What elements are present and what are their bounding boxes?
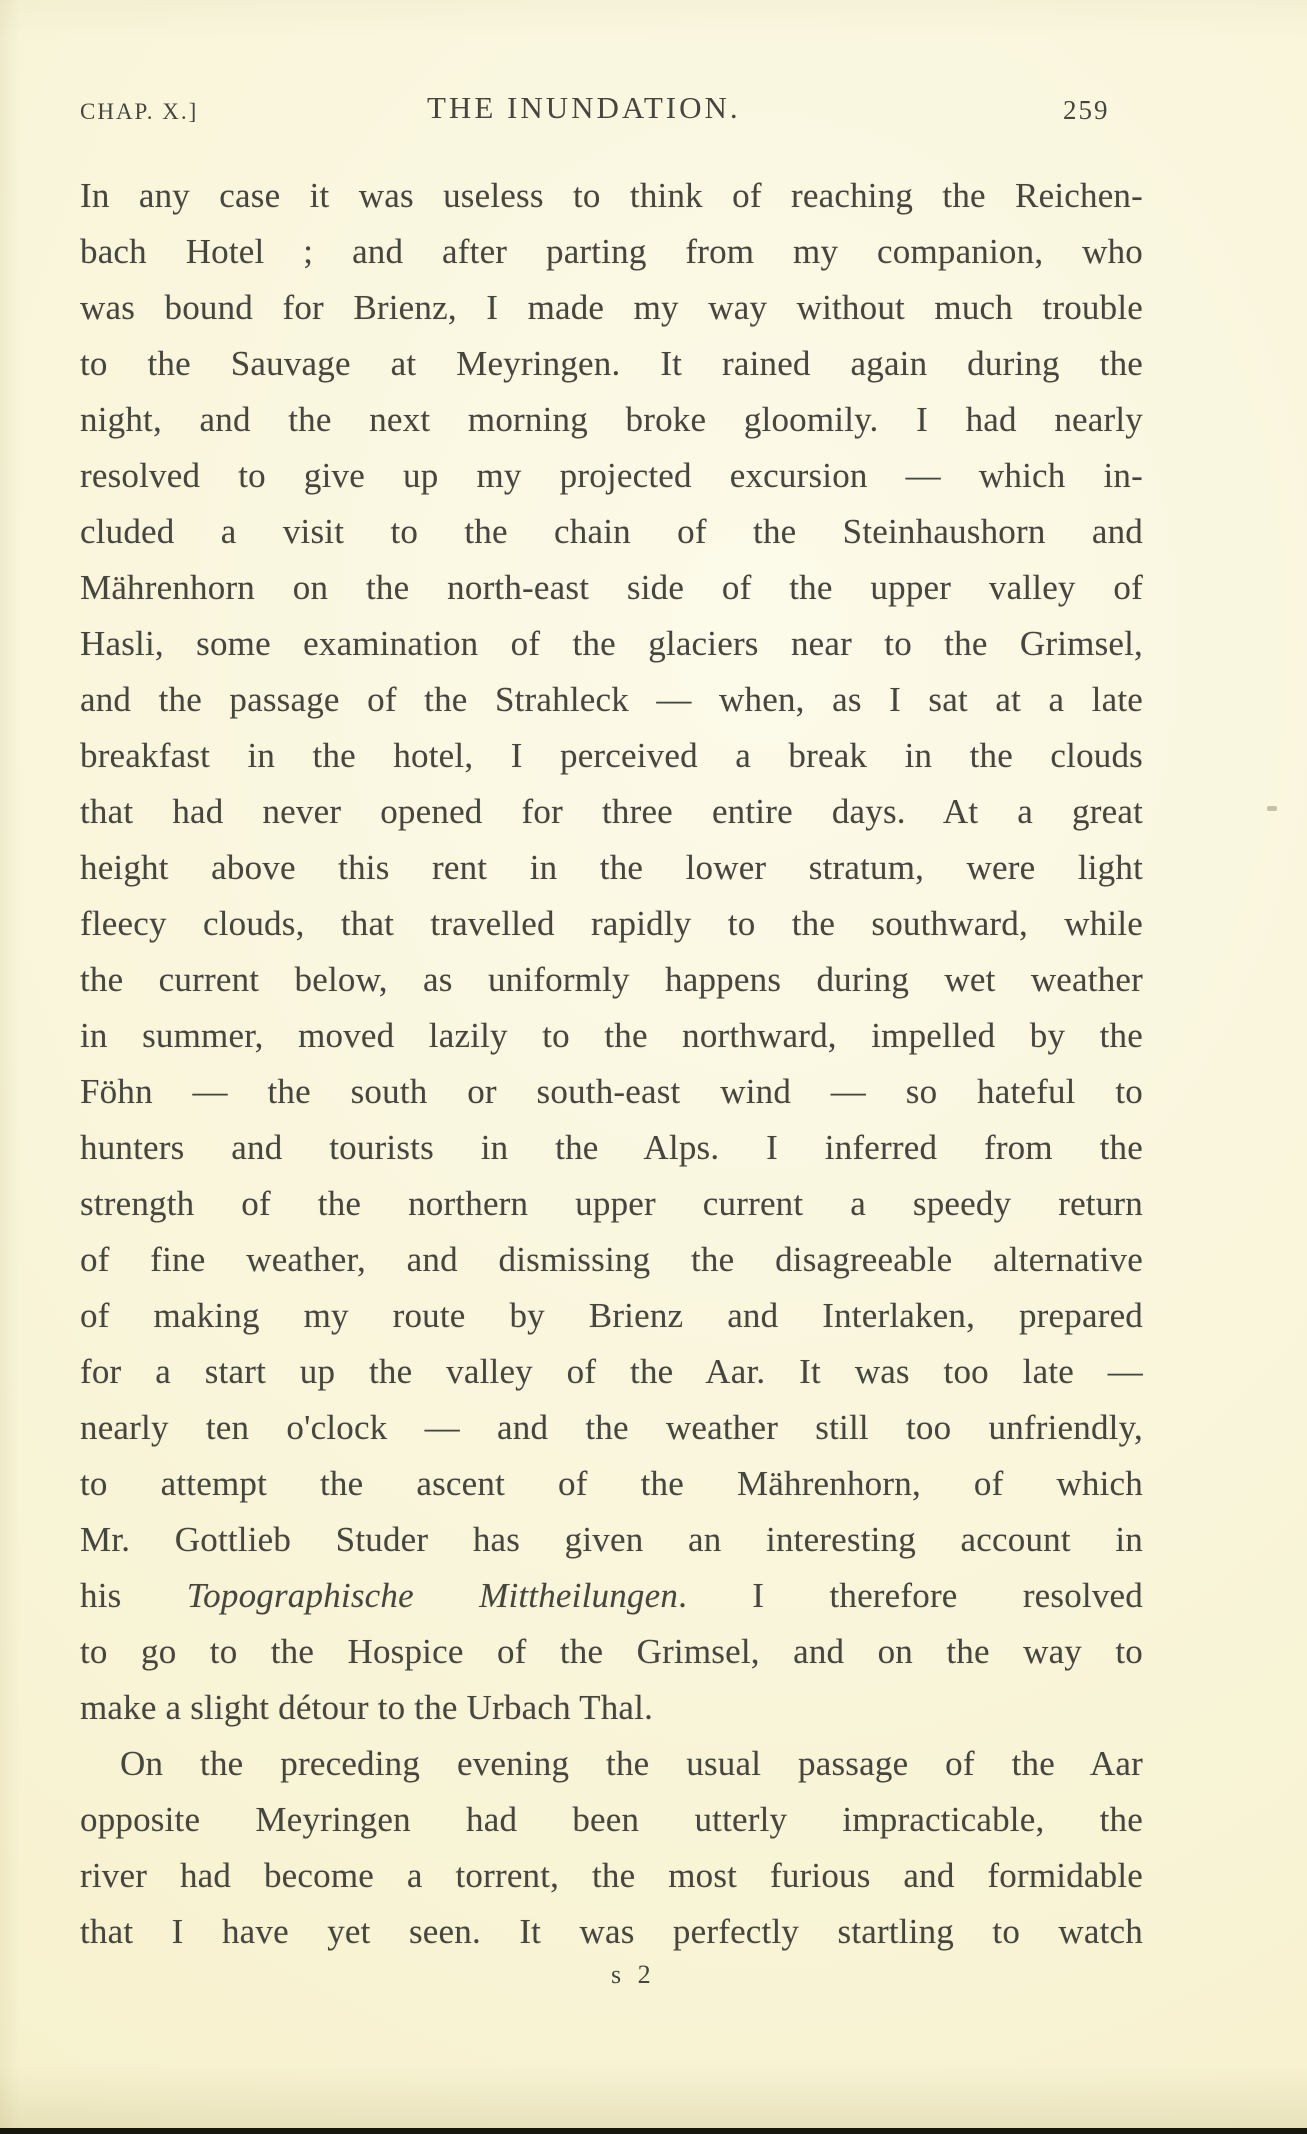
text-line <box>80 896 1143 952</box>
text-line <box>80 224 1143 280</box>
running-title: THE INUNDATION. <box>427 90 741 125</box>
text-segment: of making my route by Brienz and Interlaken, prepared <box>80 1296 1143 1335</box>
text-segment: to the Sauvage at Meyringen. It rained again during the <box>80 344 1143 383</box>
text-line <box>80 616 1143 672</box>
text-line <box>80 168 1143 224</box>
text-line <box>80 560 1143 616</box>
text-segment: bach Hotel ; and after parting from my companion, who <box>80 232 1143 271</box>
text-segment: his <box>80 1576 187 1615</box>
body-text <box>80 168 1143 1960</box>
text-segment: In any case it was useless to think of reaching the Reichen- <box>80 176 1143 215</box>
bottom-page-edge <box>0 2128 1307 2134</box>
text-segment: Föhn — the south or south-east wind — so hateful to <box>80 1072 1143 1111</box>
text-line <box>80 280 1143 336</box>
ink-speck <box>1267 806 1277 811</box>
chapter-label: CHAP. X.] <box>80 99 199 124</box>
text-line <box>80 1176 1143 1232</box>
text-segment: that had never opened for three entire days. At a great <box>80 792 1143 831</box>
text-segment: strength of the northern upper current a speedy return <box>80 1184 1143 1223</box>
text-line <box>80 1848 1143 1904</box>
text-segment: On the preceding evening the usual passage of the Aar <box>120 1744 1143 1783</box>
page-header <box>0 0 1307 160</box>
text-segment: . I therefore resolved <box>678 1576 1143 1615</box>
text-segment: hunters and tourists in the Alps. I inferred from the <box>80 1128 1143 1167</box>
text-line <box>80 840 1143 896</box>
text-line <box>80 1904 1143 1960</box>
text-line <box>80 1512 1143 1568</box>
text-line <box>80 1680 1143 1736</box>
signature-mark: s 2 <box>611 1960 656 1989</box>
text-line <box>80 672 1143 728</box>
text-line <box>80 1344 1143 1400</box>
text-segment: that I have yet seen. It was perfectly startling to watch <box>80 1912 1143 1951</box>
text-line <box>80 1456 1143 1512</box>
text-segment: fleecy clouds, that travelled rapidly to the southward, while <box>80 904 1143 943</box>
text-segment: cluded a visit to the chain of the Steinhaushorn and <box>80 512 1143 551</box>
text-line <box>80 1400 1143 1456</box>
text-segment: and the passage of the Strahleck — when, as I sat at a late <box>80 680 1143 719</box>
text-line <box>80 1232 1143 1288</box>
text-segment: breakfast in the hotel, I perceived a break in the clouds <box>80 736 1143 775</box>
text-segment: river had become a torrent, the most furious and formidable <box>80 1856 1143 1895</box>
page-number: 259 <box>1063 95 1110 125</box>
text-segment: was bound for Brienz, I made my way without much trouble <box>80 288 1143 327</box>
text-line <box>80 1120 1143 1176</box>
text-segment: resolved to give up my projected excursion — which in- <box>80 456 1143 495</box>
text-segment: night, and the next morning broke gloomily. I had nearly <box>80 400 1143 439</box>
text-line <box>80 504 1143 560</box>
text-segment: make a slight détour to the Urbach Thal. <box>80 1688 654 1727</box>
text-segment: of fine weather, and dismissing the disagreeable alternative <box>80 1240 1143 1279</box>
text-segment: to attempt the ascent of the Mährenhorn, of which <box>80 1464 1143 1503</box>
text-line <box>80 1568 1143 1624</box>
text-line <box>80 1064 1143 1120</box>
text-segment: in summer, moved lazily to the northward, impelled by the <box>80 1016 1143 1055</box>
text-line <box>80 1288 1143 1344</box>
text-segment: opposite Meyringen had been utterly impracticable, the <box>80 1800 1143 1839</box>
text-line <box>80 392 1143 448</box>
italic-book-title: Topographische Mittheilungen <box>186 1576 679 1615</box>
text-line <box>80 336 1143 392</box>
text-line <box>80 728 1143 784</box>
text-line <box>80 952 1143 1008</box>
text-segment: nearly ten o'clock — and the weather still too unfriendly, <box>80 1408 1143 1447</box>
text-line <box>80 448 1143 504</box>
text-segment: Mährenhorn on the north-east side of the upper valley of <box>80 568 1143 607</box>
text-segment: Mr. Gottlieb Studer has given an interesting account in <box>80 1520 1143 1559</box>
text-segment: the current below, as uniformly happens during wet weather <box>80 960 1143 999</box>
text-segment: height above this rent in the lower stratum, were light <box>80 848 1143 887</box>
text-line <box>80 1736 1143 1792</box>
text-line <box>80 1008 1143 1064</box>
text-segment: Hasli, some examination of the glaciers near to the Grimsel, <box>80 624 1143 663</box>
text-segment: to go to the Hospice of the Grimsel, and on the way to <box>80 1632 1143 1671</box>
text-line <box>80 1624 1143 1680</box>
text-line <box>80 784 1143 840</box>
text-segment: for a start up the valley of the Aar. It was too late — <box>80 1352 1143 1391</box>
text-line <box>80 1792 1143 1848</box>
